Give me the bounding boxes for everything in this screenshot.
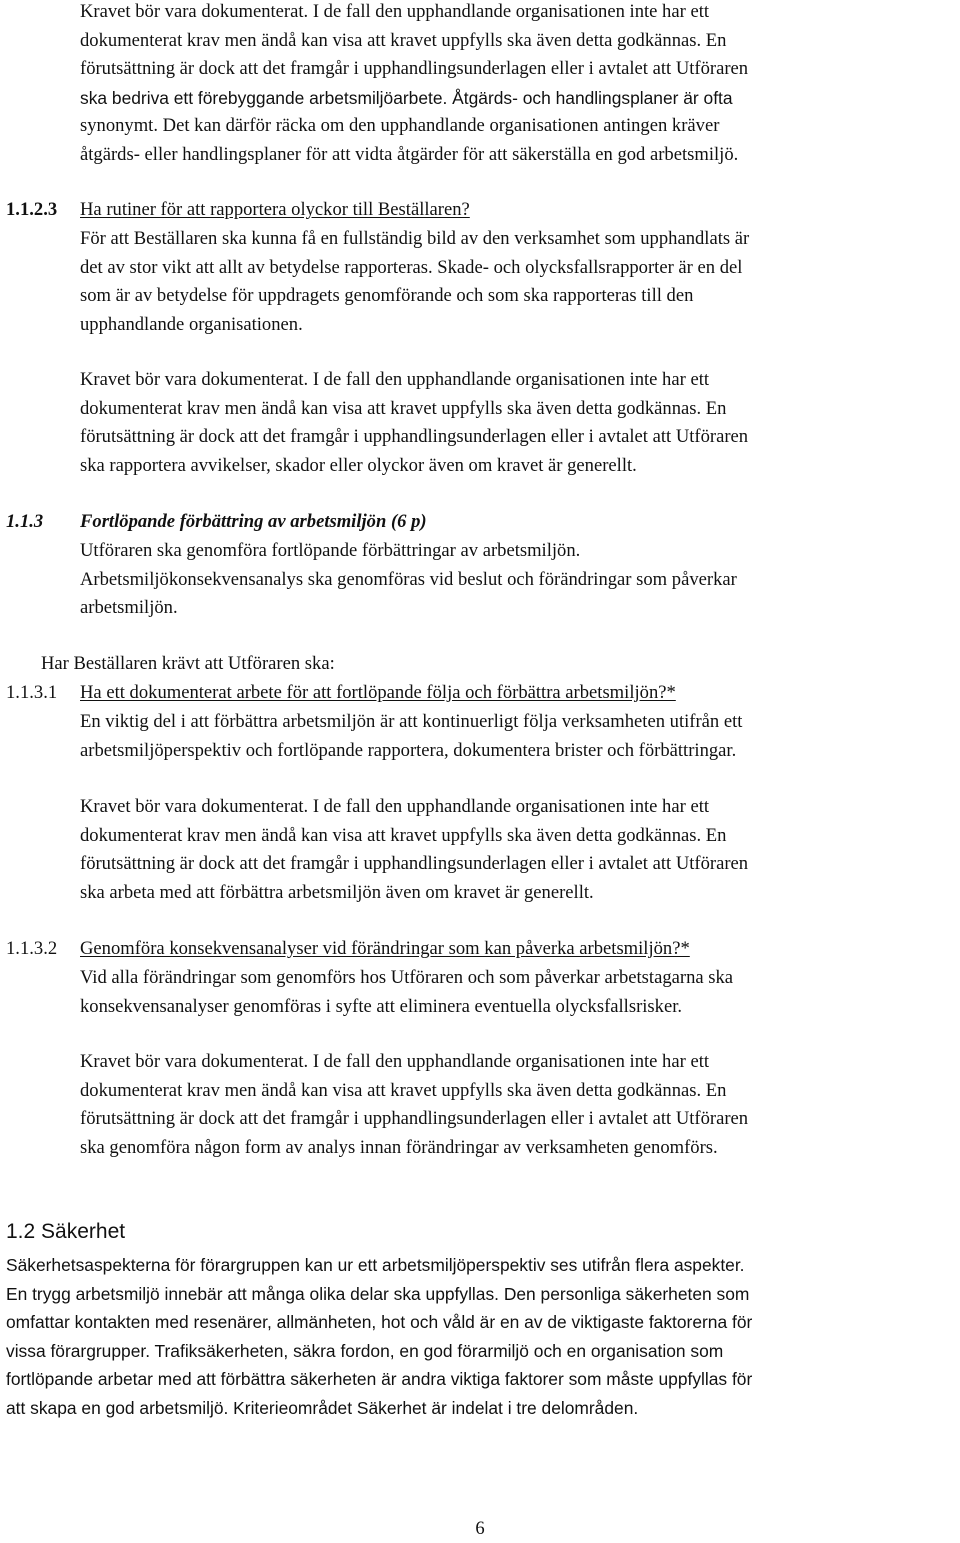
section-body xyxy=(6,1251,958,1422)
text-line: För att Beställaren ska kunna få en fullständig bild av den verksamhet som upphandlats är xyxy=(80,228,750,249)
requirement-number: 1.1.2.3 xyxy=(6,199,58,220)
text-line: dokumenterat krav men ändå kan visa att kravet uppfylls ska även detta godkännas. En xyxy=(80,29,727,51)
text-line: Kravet bör vara dokumenterat. I de fall den upphandlande organisationen inte har ett xyxy=(80,369,710,390)
documentation-paragraph xyxy=(80,793,960,907)
documentation-paragraph xyxy=(80,366,960,480)
documentation-paragraph xyxy=(80,1048,960,1162)
requirement-description xyxy=(80,708,960,765)
text-line: arbetsmiljöperspektiv och fortlöpande rapportera, dokumentera brister och förbättringar. xyxy=(80,739,737,761)
text-line: ska rapportera avvikelser, skador eller olyckor även om kravet är generellt. xyxy=(80,454,637,476)
text-line: Kravet bör vara dokumenterat. I de fall den upphandlande organisationen inte har ett xyxy=(80,796,710,817)
page-number: 6 xyxy=(475,1518,485,1539)
text-line: En viktig del i att förbättra arbetsmiljön är att kontinuerligt följa verksamheten utifrån ett xyxy=(80,711,743,732)
section-description xyxy=(80,537,960,623)
section-heading: 1.2 Säkerhet xyxy=(6,1220,126,1243)
text-line: Vid alla förändringar som genomförs hos Utföraren och som påverkar arbetstagarna ska xyxy=(80,967,734,988)
text-line: omfattar kontakten med resenärer, allmänheten, hot och våld är en av de viktigaste faktorerna för xyxy=(6,1312,753,1332)
text-line: ska bedriva ett förebyggande arbetsmiljöarbete. Åtgärds- och handlingsplaner är ofta xyxy=(80,87,733,108)
text-line: ska genomföra någon form av analys innan förändringar av verksamheten genomförs. xyxy=(80,1136,718,1158)
text-line: som är av betydelse för uppdragets genomförande och som ska rapporteras till den xyxy=(80,285,694,306)
text-line: förutsättning är dock att det framgår i upphandlingsunderlagen eller i avtalet att Utföraren xyxy=(80,853,749,874)
text-line: fortlöpande arbetar med att förbättra säkerheten är andra viktiga faktorer som måste uppfyllas för xyxy=(6,1369,753,1389)
text-line: Arbetsmiljökonsekvensanalys ska genomföras vid beslut och förändringar som påverkar xyxy=(80,568,737,590)
text-line: En trygg arbetsmiljö innebär att många olika delar ska uppfyllas. Den personliga säkerheten som xyxy=(6,1283,750,1304)
text-line: att skapa en god arbetsmiljö. Kriterieområdet Säkerhet är indelat i tre delområden. xyxy=(6,1397,639,1418)
requirement-title: Ha rutiner för att rapportera olyckor till Beställaren? xyxy=(80,199,470,220)
text-line: arbetsmiljön. xyxy=(80,597,178,618)
requirement-description xyxy=(80,225,960,339)
documentation-paragraph xyxy=(80,0,960,169)
text-line: ska arbeta med att förbättra arbetsmiljön även om kravet är generellt. xyxy=(80,881,594,903)
section-number: 1.1.3 xyxy=(6,511,44,532)
text-line: Utföraren ska genomföra fortlöpande förbättringar av arbetsmiljön. xyxy=(80,540,581,561)
text-line: Kravet bör vara dokumenterat. I de fall den upphandlande organisationen inte har ett xyxy=(80,1,710,22)
requirement-number: 1.1.3.1 xyxy=(6,682,58,703)
section-title: Fortlöpande förbättring av arbetsmiljön (6 p) xyxy=(80,511,427,532)
text-line: upphandlande organisationen. xyxy=(80,313,303,335)
text-line: det av stor vikt att allt av betydelse rapporteras. Skade- och olycksfallsrapporter är en del xyxy=(80,256,743,278)
text-line: åtgärds- eller handlingsplaner för att vidta åtgärder för att säkerställa en god arbetsmiljö. xyxy=(80,143,739,165)
text-line: förutsättning är dock att det framgår i upphandlingsunderlagen eller i avtalet att Utföraren xyxy=(80,58,749,79)
requirement-title: Ha ett dokumenterat arbete för att fortlöpande följa och förbättra arbetsmiljön?* xyxy=(80,682,676,703)
requirement-title: Genomföra konsekvensanalyser vid förändringar som kan påverka arbetsmiljön?* xyxy=(80,938,690,959)
text-line: förutsättning är dock att det framgår i upphandlingsunderlagen eller i avtalet att Utföraren xyxy=(80,1108,749,1129)
text-line: dokumenterat krav men ändå kan visa att kravet uppfylls ska även detta godkännas. En xyxy=(80,824,727,846)
text-line: konsekvensanalyser genomföras i syfte att eliminera eventuella olycksfallsrisker. xyxy=(80,995,683,1017)
requirement-description xyxy=(80,964,960,1021)
requirement-number: 1.1.3.2 xyxy=(6,938,58,959)
text-line: synonymt. Det kan därför räcka om den upphandlande organisationen antingen kräver xyxy=(80,115,720,136)
text-line: förutsättning är dock att det framgår i upphandlingsunderlagen eller i avtalet att Utföraren xyxy=(80,426,749,447)
text-line: Säkerhetsaspekterna för förargruppen kan ur ett arbetsmiljöperspektiv ses utifrån flera aspekter. xyxy=(6,1255,745,1275)
text-line: dokumenterat krav men ändå kan visa att kravet uppfylls ska även detta godkännas. En xyxy=(80,397,727,419)
text-line: vissa förargrupper. Trafiksäkerheten, säkra fordon, en god förarmiljö och en organisation som xyxy=(6,1340,724,1361)
text-line: Kravet bör vara dokumenterat. I de fall den upphandlande organisationen inte har ett xyxy=(80,1051,710,1072)
text-line: dokumenterat krav men ändå kan visa att kravet uppfylls ska även detta godkännas. En xyxy=(80,1079,727,1101)
section-question: Har Beställaren krävt att Utföraren ska: xyxy=(41,653,335,674)
